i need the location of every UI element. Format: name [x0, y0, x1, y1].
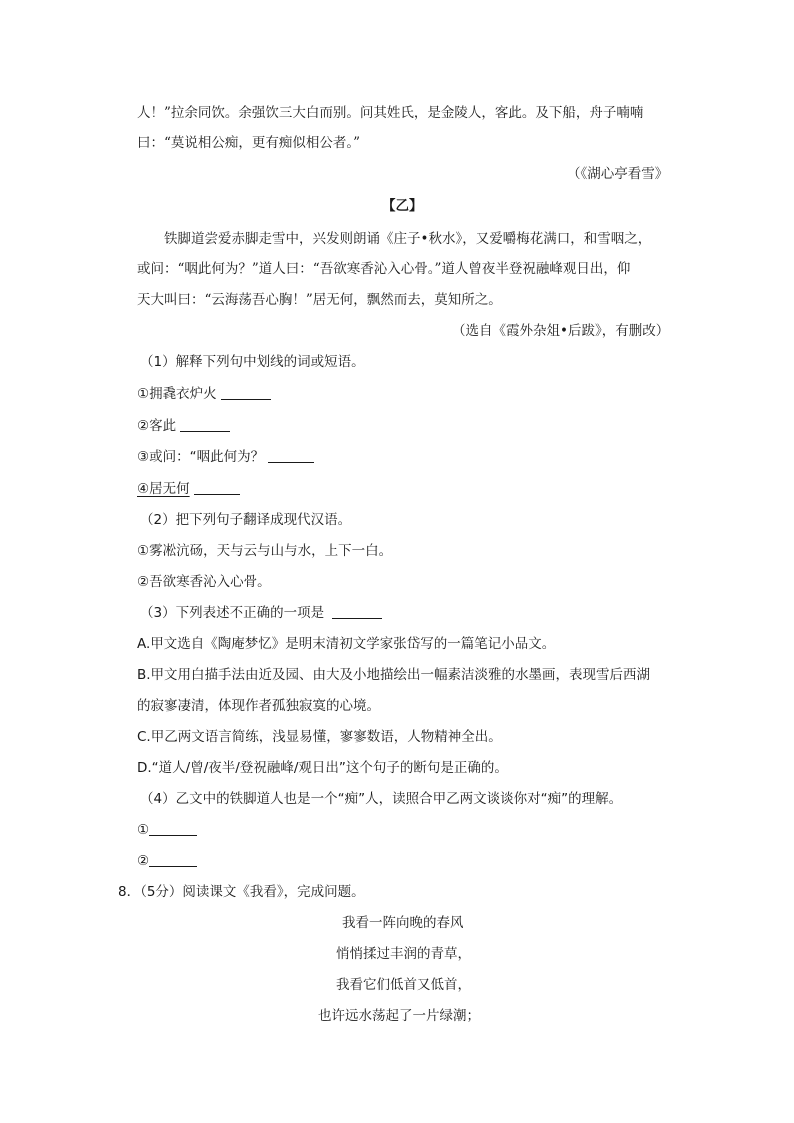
- passage-jia-source: （《湖心亭看雪》: [567, 166, 669, 182]
- q3-option: C.甲乙两文语言简练，浅显易懂，寥寥数语，人物精神全出。: [137, 729, 502, 745]
- answer-blank[interactable]: [149, 821, 197, 836]
- q1-item-text: ②客此: [137, 418, 177, 434]
- q3-stem: [140, 603, 382, 623]
- q4-item-text: ①: [137, 822, 150, 838]
- q2-item: ②吾欲寒香沁入心骨。: [137, 574, 271, 590]
- q3-option: D.“道人/曾/夜半/登祝融峰/观日出”这个句子的断句是正确的。: [137, 760, 508, 776]
- q1-item: [137, 447, 314, 467]
- answer-blank[interactable]: [194, 480, 240, 495]
- q8-stem: 8．（5分）阅读课文《我看》，完成问题。: [118, 884, 365, 900]
- passage-yi-line: 铁脚道尝爱赤脚走雪中，兴发则朗诵《庄子•秋水》，又爱嚼梅花满口，和雪咽之，: [164, 231, 652, 247]
- q1-item: [137, 384, 271, 404]
- answer-blank[interactable]: [149, 852, 197, 867]
- q1-item: [137, 479, 240, 499]
- poem-line: 我看它们低首又低首，: [336, 977, 471, 993]
- q4-stem: （4）乙文中的铁脚道人也是一个“痴”人，读照合甲乙两文谈谈你对“痴”的理解。: [140, 791, 623, 807]
- passage-yi-line: 天大叫曰：“云海荡吾心胸！”居无何，飘然而去，莫知所之。: [137, 292, 502, 308]
- q1-item-text: ④居无何: [137, 481, 190, 497]
- q4-item: [137, 820, 197, 840]
- q1-item: [137, 416, 230, 436]
- passage-yi-line: 或问：“咽此何为？”道人曰：“吾欲寒香沁入心骨。”道人曾夜半登祝融峰观日出，仰: [137, 261, 631, 277]
- q1-item-text: ①拥毳衣炉火: [137, 386, 217, 402]
- q4-item: [137, 851, 197, 871]
- poem-line: 也许远水荡起了一片绿潮；: [318, 1008, 480, 1024]
- passage-jia-line: 人！”拉余同饮。余强饮三大白而别。问其姓氏，是金陵人，客此。及下船，舟子喃喃: [137, 105, 644, 121]
- poem-line: 悄悄揉过丰润的青草，: [336, 946, 471, 962]
- answer-blank[interactable]: [332, 604, 382, 619]
- q3-option: A.甲文选自《陶庵梦忆》是明末清初文学家张岱写的一篇笔记小品文。: [137, 636, 556, 652]
- passage-yi-heading: 【乙】: [382, 198, 423, 214]
- passage-yi-source: （选自《霞外杂俎•后跋》，有删改）: [452, 323, 670, 339]
- answer-blank[interactable]: [221, 385, 271, 400]
- q1-stem: （1）解释下列句中划线的词或短语。: [140, 354, 365, 370]
- q2-stem: （2）把下列句子翻译成现代汉语。: [140, 512, 352, 528]
- q2-item: ①雾凇沆砀，天与云与山与水，上下一白。: [137, 543, 393, 559]
- q3-option: 的寂寥凄清，体现作者孤独寂寞的心境。: [137, 698, 380, 714]
- q3-option: B.甲文用白描手法由近及园、由大及小地描绘出一幅素洁淡雅的水墨画，表现雪后西湖: [137, 667, 651, 683]
- q4-item-text: ②: [137, 853, 150, 869]
- q3-stem-text: （3）下列表述不正确的一项是: [140, 605, 325, 621]
- passage-jia-line: 曰：“莫说相公痴，更有痴似相公者。”: [137, 135, 361, 151]
- answer-blank[interactable]: [268, 448, 314, 463]
- q1-item-text: ③或问：“咽此何为？: [137, 449, 265, 465]
- poem-line: 我看一阵向晚的春风: [342, 915, 464, 931]
- answer-blank[interactable]: [180, 417, 230, 432]
